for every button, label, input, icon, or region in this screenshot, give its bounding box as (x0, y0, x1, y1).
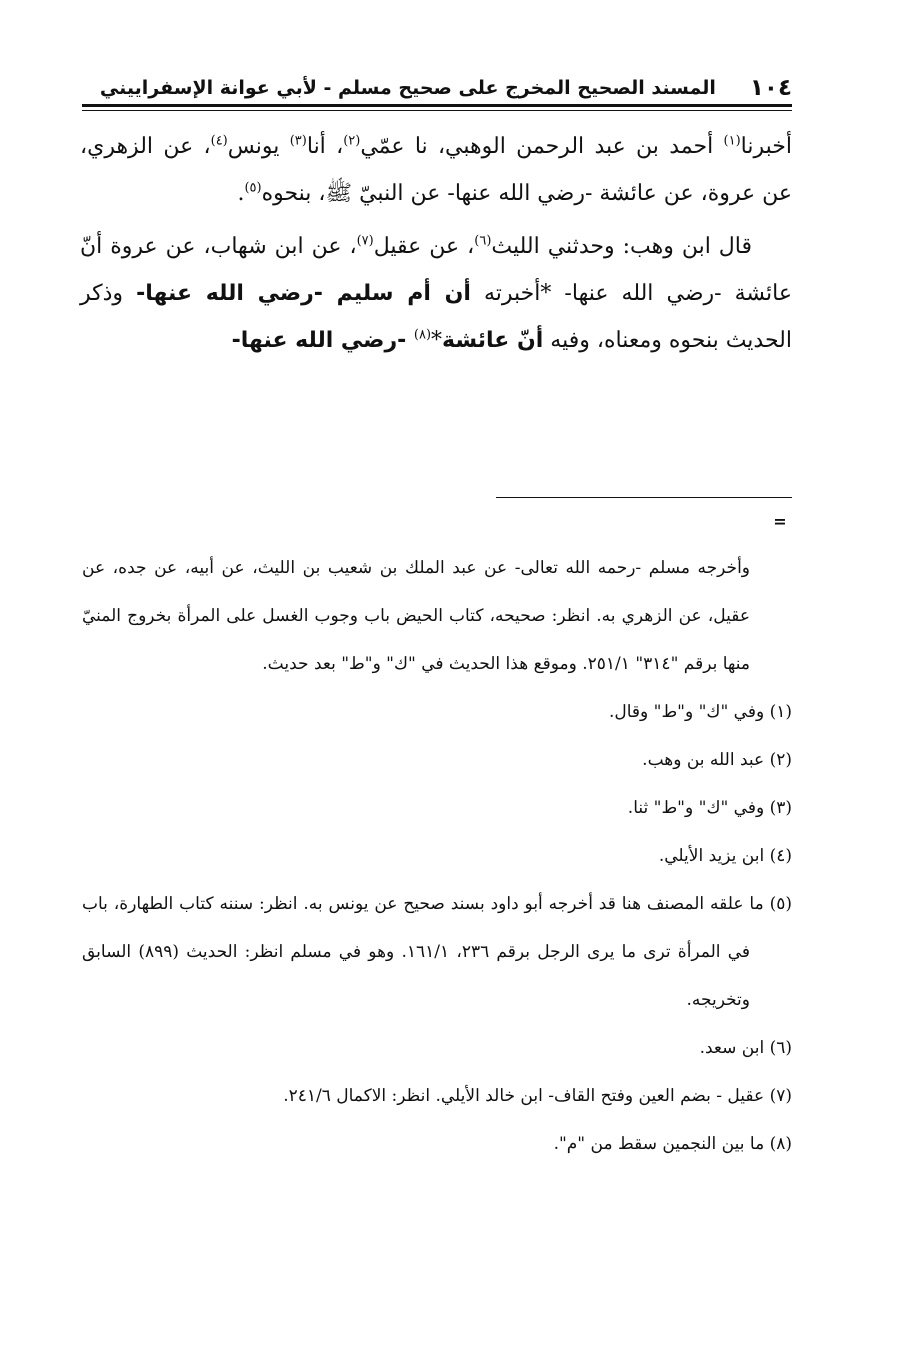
footnote-ref: (١) (723, 133, 741, 149)
hadith-paragraph (80, 223, 792, 364)
text-run: أحمد بن عبد الرحمن الوهبي، نا عمّي (360, 134, 724, 159)
footnote-item: (٥) ما علقه المصنف هنا قد أخرجه أبو داود بسند صحيح عن يونس به. انظر: سننه كتاب الطهارة، باب في المرأة ترى ما يرى الرجل برقم ٢٣٦، ١٦١/١. وهو في مسلم انظر: الحديث (٨٩٩) السابق وتخريجه. (82, 894, 792, 1010)
footnote-ref: (٣) (289, 133, 307, 149)
main-text (80, 123, 792, 364)
continuation-mark: = (773, 512, 787, 531)
footnote-ref: (٤) (210, 133, 228, 149)
footnotes (82, 544, 792, 1168)
footnote-item: (٢) عبد الله بن وهب. (642, 750, 792, 770)
text-run: . (237, 181, 245, 206)
text-run: ، عن الزهري، عن عروة، عن عائشة -رضي الله عنها- عن النبيّ ﷺ، بنحوه (80, 134, 792, 206)
footnote-continued: وأخرجه مسلم -رحمه الله تعالى- عن عبد الملك بن شعيب بن الليث، عن أبيه، عن جده، عن عقيل، عن الزهري به. انظر: صحيحه، كتاب الحيض باب وجوب الغسل على المرأة بخروج المنيّ منها برقم "٣١٤" ٢٥١/١. وموقع هذا الحديث في "ك" و"ط" بعد حديث. (82, 558, 750, 674)
header-rule-thin (82, 110, 792, 111)
text-run: ، أنا (306, 134, 344, 159)
header-rule-thick (82, 104, 792, 107)
footnote-separator (496, 497, 792, 498)
footnote-item: (٦) ابن سعد. (699, 1038, 792, 1058)
text-run: ، عن عقيل (373, 234, 475, 259)
footnote-ref: (٨) (413, 327, 432, 343)
text-run: ، عن ابن شهاب، عن عروة أنّ عائشة -رضي الله عنها- *أخبرته (80, 234, 792, 306)
footnote-item: (٨) ما بين النجمين سقط من "م". (553, 1134, 792, 1154)
footnote-ref: (٥) (244, 180, 262, 196)
bold-text: أنّ عائشة (442, 328, 544, 353)
footnote-ref: (٧) (356, 233, 374, 249)
footnote-ref: (٦) (474, 233, 492, 249)
page-header (82, 72, 792, 102)
page-number: ١٠٤ (749, 75, 792, 101)
running-title: المسند الصحيح المخرج على صحيح مسلم - لأبي عوانة الإسفراييني (99, 77, 716, 99)
footnote-item: (٤) ابن يزيد الأيلي. (658, 846, 792, 866)
text-run: أخبرنا (740, 134, 792, 159)
text-run: يونس (227, 134, 290, 159)
text-run: * (431, 328, 443, 353)
footnote-item: (٧) عقيل - بضم العين وفتح القاف- ابن خالد الأيلي. انظر: الاكمال ٢٤١/٦. (283, 1086, 792, 1106)
text-run: وذكر الحديث بنحوه ومعناه، وفيه (80, 281, 792, 353)
hadith-paragraph (80, 123, 792, 217)
text-run: قال ابن وهب: وحدثني الليث (491, 234, 752, 259)
footnote-ref: (٢) (343, 133, 361, 149)
bold-text: -رضي الله عنها- (231, 328, 414, 353)
footnote-item: (١) وفي "ك" و"ط" وقال. (608, 702, 792, 722)
footnote-item: (٣) وفي "ك" و"ط" ثنا. (627, 798, 792, 818)
bold-text: أن أم سليم -رضي الله عنها- (136, 281, 471, 306)
